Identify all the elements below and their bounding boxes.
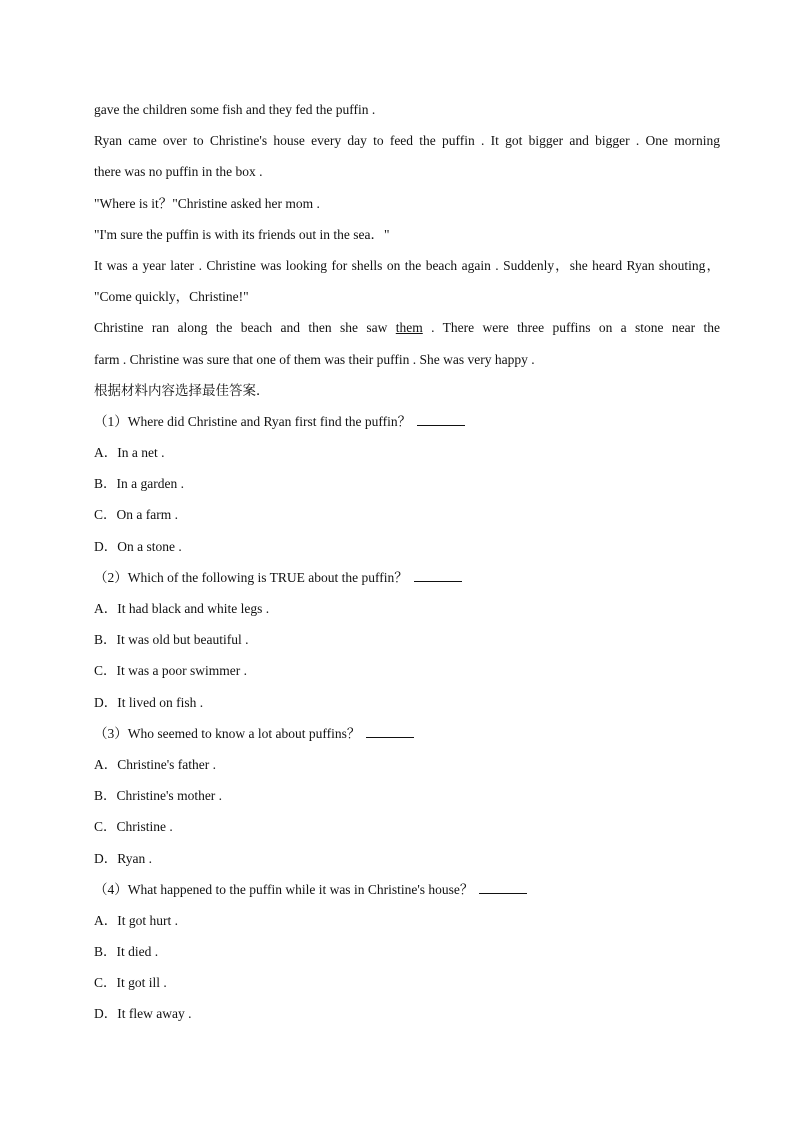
passage-paragraph: there was no puffin in the box . <box>94 164 263 180</box>
question-3 <box>94 718 720 874</box>
option-c: C．It got ill . <box>94 975 167 991</box>
question-stem <box>94 874 720 905</box>
option-d: D．Ryan . <box>94 850 152 866</box>
option-a: A．In a net . <box>94 445 165 461</box>
option-a: A．It had black and white legs . <box>94 601 270 616</box>
option-d: D．It lived on fish . <box>94 694 204 710</box>
option-b: B．Christine's mother . <box>94 788 223 804</box>
question-stem <box>94 562 720 593</box>
option-b: B．It died . <box>94 944 159 960</box>
instruction: 根据材料内容选择最佳答案． <box>94 382 270 398</box>
passage-paragraph: Ryan came over to Christine's house every day to feed the puffin . It got bigger and bigger . One morning <box>94 133 720 149</box>
option-c: C．Christine . <box>94 819 173 835</box>
option-b: B．It was old but beautiful . <box>94 632 249 648</box>
option-d: D．On a stone . <box>94 538 182 554</box>
question-2 <box>94 562 720 718</box>
question-stem-text: （2）Which of the following is TRUE about the puffin？ <box>94 569 408 585</box>
passage-paragraph <box>94 312 720 343</box>
page-content <box>94 94 720 1030</box>
passage-paragraph: "Come quickly，Christine!" <box>94 289 249 305</box>
question-stem <box>94 406 720 437</box>
passage-text: . There were three puffins on a stone near the <box>431 320 721 336</box>
question-stem-text: （4）What happened to the puffin while it was in Christine's house？ <box>94 881 474 897</box>
answer-blank[interactable] <box>479 882 527 894</box>
option-c: C．On a farm . <box>94 507 178 523</box>
question-stem-text: （3）Who seemed to know a lot about puffins？ <box>94 725 361 741</box>
option-a: A．Christine's father . <box>94 756 217 772</box>
option-b: B．In a garden . <box>94 476 184 492</box>
answer-blank[interactable] <box>414 570 462 582</box>
option-c: C．It was a poor swimmer . <box>94 663 247 679</box>
option-a: A．It got hurt . <box>94 912 178 928</box>
underlined-word: them <box>395 320 423 336</box>
question-4 <box>94 874 720 1030</box>
option-d: D．It flew away . <box>94 1006 192 1022</box>
answer-blank[interactable] <box>417 414 465 426</box>
passage-paragraph: gave the children some fish and they fed the puffin . <box>94 102 376 117</box>
answer-blank[interactable] <box>366 726 414 738</box>
question-stem-text: （1）Where did Christine and Ryan first find the puffin？ <box>94 413 412 429</box>
question-1 <box>94 406 720 562</box>
passage-paragraph: "I'm sure the puffin is with its friends out in the sea．" <box>94 226 390 242</box>
passage-paragraph: farm . Christine was sure that one of them was their puffin . She was very happy . <box>94 351 535 367</box>
passage-paragraph: It was a year later . Christine was looking for shells on the beach again . Suddenly，she heard Ryan shouting， <box>94 257 720 273</box>
passage-text: Christine ran along the beach and then she saw <box>94 320 388 336</box>
question-stem <box>94 718 720 749</box>
passage-paragraph: "Where is it？"Christine asked her mom . <box>94 195 320 211</box>
